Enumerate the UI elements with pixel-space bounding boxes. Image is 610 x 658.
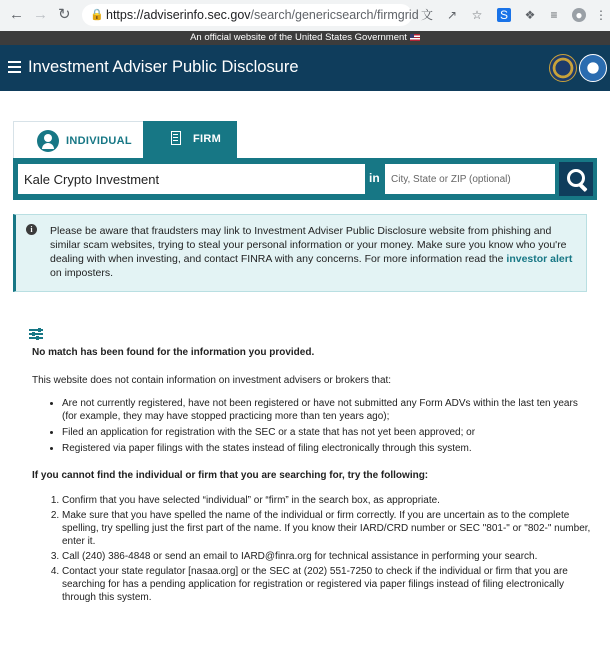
lock-icon[interactable]: 🔒 — [90, 9, 104, 21]
puzzle-icon[interactable]: ❖ — [524, 8, 536, 22]
share-icon[interactable]: ↗ — [446, 8, 458, 22]
building-icon — [171, 131, 181, 145]
url-path: /search/genericsearch/firmgrid — [250, 8, 419, 22]
filter-icon — [29, 328, 43, 340]
alert-text — [50, 224, 575, 280]
tab-individual[interactable] — [13, 121, 145, 159]
nasaa-seal-icon — [579, 54, 607, 82]
phishing-alert — [13, 214, 587, 292]
list-item: • Filed an application for registration with the SEC or a state that has not yet been approved; or — [62, 426, 592, 439]
reading-list-icon[interactable]: ≡ — [550, 8, 558, 22]
gov-banner — [0, 31, 610, 45]
list-item: 2. Make sure that you have spelled the name of the individual or firm correctly. If you are uncertain as to the complete spelling, try spelling just the first part of the name. If you know their IARD/CRD number or SEC "801-" or "802-" number, enter it. — [62, 509, 592, 548]
url-text — [106, 8, 419, 22]
try-heading: If you cannot find the individual or firm that you are searching for, try the following: — [32, 470, 429, 481]
gov-banner-text: An official website of the United States Government — [190, 32, 407, 43]
person-icon — [37, 130, 59, 152]
site-header — [0, 45, 610, 91]
browser-toolbar — [0, 0, 610, 32]
location-input[interactable] — [385, 164, 555, 194]
tab-individual-label: INDIVIDUAL — [66, 135, 132, 147]
extension-icon[interactable]: S — [497, 8, 511, 22]
bookmark-star-icon[interactable]: ☆ — [471, 8, 483, 22]
investor-alert-link[interactable]: investor alert — [506, 253, 573, 265]
tab-firm[interactable] — [143, 121, 237, 158]
list-item: 3. Call (240) 386-4848 or send an email to IARD@finra.org for technical assistance in performing your search. — [62, 550, 592, 563]
reasons-list — [44, 397, 592, 458]
profile-icon[interactable]: ● — [572, 8, 586, 22]
search-bar — [13, 158, 597, 200]
back-icon[interactable]: ← — [9, 6, 24, 23]
alert-suffix: on imposters. — [50, 267, 114, 279]
tab-firm-label: FIRM — [193, 133, 222, 145]
address-bar[interactable] — [82, 4, 419, 26]
us-flag-icon — [410, 34, 420, 41]
hamburger-menu-icon[interactable] — [8, 61, 21, 72]
site-title[interactable]: Investment Adviser Public Disclosure — [28, 58, 299, 76]
reload-icon[interactable]: ↻ — [58, 6, 71, 23]
search-button[interactable] — [559, 162, 593, 196]
results-intro: This website does not contain information on investment advisers or brokers that: — [32, 375, 392, 386]
list-item: 1. Confirm that you have selected “individual” or “firm” in the search box, as appropriate. — [62, 494, 592, 507]
steps-list — [44, 494, 592, 606]
no-match-message: No match has been found for the information you provided. — [32, 347, 315, 358]
menu-dots-icon[interactable]: ⋮ — [595, 8, 607, 22]
name-search-input[interactable] — [18, 164, 365, 194]
sec-seal-icon — [549, 54, 577, 82]
forward-icon[interactable]: → — [33, 6, 48, 23]
list-item: • Are not currently registered, have not been registered or have not submitted any Form ADVs within the last ten years (for example, they may have stopped practicing more than ten years ago); — [62, 397, 592, 423]
list-item: 4. Contact your state regulator [nasaa.org] or the SEC at (202) 551-7250 to check if the individual or firm that you are searching for has a pending application for registration or registered via paper filings instead of filing electronically through this system. — [62, 565, 592, 604]
url-host: https://adviserinfo.sec.gov — [106, 8, 251, 22]
translate-icon[interactable]: 文 — [420, 8, 433, 22]
info-icon: i — [26, 224, 37, 235]
list-item: • Registered via paper filings with the states instead of filing electronically through this system. — [62, 442, 592, 455]
in-label: in — [369, 171, 380, 185]
alert-body: Please be aware that fraudsters may link to Investment Adviser Public Disclosure website from phishing and similar scam websites, trying to steal your personal information or your money. Make sure you know who you're dealing with when investing, and contact FINRA with any concerns. For more information read the — [50, 225, 567, 265]
